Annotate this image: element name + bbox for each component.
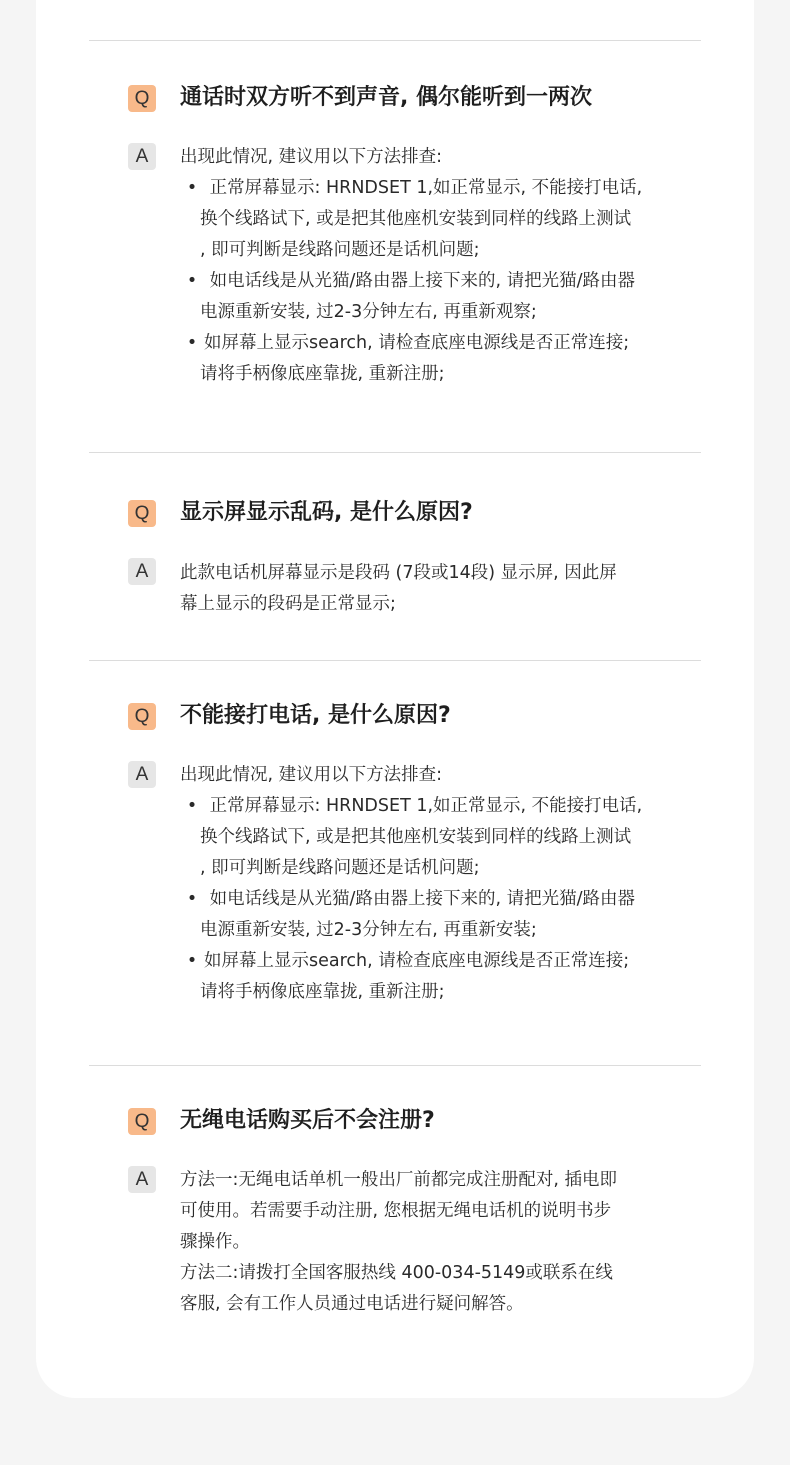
divider <box>89 40 701 41</box>
answer-line: 方法一:无绳电话单机一般出厂前都完成注册配对, 插电即 <box>180 1170 618 1190</box>
answer-line: , 即可判断是线路问题还是话机问题; <box>200 858 480 878</box>
question-badge: Q <box>128 85 156 112</box>
answer-line: 骤操作。 <box>180 1232 250 1252</box>
answer-line: • 如电话线是从光猫/路由器上接下来的, 请把光猫/路由器 <box>180 884 700 915</box>
answer-line: 可使用。若需要手动注册, 您根据无绳电话机的说明书步 <box>180 1201 612 1221</box>
bullet: • <box>186 951 198 971</box>
answer-line: 客服, 会有工作人员通过电话进行疑问解答。 <box>180 1294 524 1314</box>
answer-line: , 即可判断是线路问题还是话机问题; <box>200 240 480 260</box>
answer-line: • 如电话线是从光猫/路由器上接下来的, 请把光猫/路由器 <box>180 266 700 297</box>
answer-line: 出现此情况, 建议用以下方法排查: <box>180 147 443 167</box>
faq-answer <box>180 1165 700 1320</box>
faq-answer <box>180 142 700 390</box>
faq-answer <box>180 760 700 1008</box>
answer-line: 方法二:请拨打全国客服热线 400-034-5149或联系在线 <box>180 1263 613 1283</box>
question-badge: Q <box>128 703 156 730</box>
faq-question: 不能接打电话, 是什么原因? <box>180 703 451 728</box>
answer-badge: A <box>128 143 156 170</box>
answer-badge: A <box>128 558 156 585</box>
divider <box>89 1065 701 1066</box>
faq-question: 无绳电话购买后不会注册? <box>180 1108 435 1133</box>
bullet: • <box>186 796 198 816</box>
answer-line: 换个线路试下, 或是把其他座机安装到同样的线路上测试 <box>200 827 632 847</box>
answer-line: • 如屏幕上显示search, 请检查底座电源线是否正常连接; <box>180 946 700 977</box>
answer-badge: A <box>128 761 156 788</box>
answer-line: 请将手柄像底座靠拢, 重新注册; <box>200 982 445 1002</box>
answer-line: 幕上显示的段码是正常显示; <box>180 594 396 614</box>
answer-line: 出现此情况, 建议用以下方法排查: <box>180 765 443 785</box>
bullet: • <box>186 178 198 198</box>
answer-line: • 正常屏幕显示: HRNDSET 1,如正常显示, 不能接打电话, <box>180 173 700 204</box>
divider <box>89 452 701 453</box>
answer-line: 请将手柄像底座靠拢, 重新注册; <box>200 364 445 384</box>
bullet: • <box>186 889 198 909</box>
answer-line: 电源重新安装, 过2-3分钟左右, 再重新安装; <box>200 920 537 940</box>
answer-line: 换个线路试下, 或是把其他座机安装到同样的线路上测试 <box>200 209 632 229</box>
answer-line: 此款电话机屏幕显示是段码 (7段或14段) 显示屏, 因此屏 <box>180 563 617 583</box>
answer-line: • 如屏幕上显示search, 请检查底座电源线是否正常连接; <box>180 328 700 359</box>
answer-line: • 正常屏幕显示: HRNDSET 1,如正常显示, 不能接打电话, <box>180 791 700 822</box>
question-badge: Q <box>128 500 156 527</box>
divider <box>89 660 701 661</box>
bullet: • <box>186 333 198 353</box>
faq-question: 通话时双方听不到声音, 偶尔能听到一两次 <box>180 85 593 110</box>
faq-question: 显示屏显示乱码, 是什么原因? <box>180 500 473 525</box>
answer-badge: A <box>128 1166 156 1193</box>
answer-line: 电源重新安装, 过2-3分钟左右, 再重新观察; <box>200 302 537 322</box>
question-badge: Q <box>128 1108 156 1135</box>
bullet: • <box>186 271 198 291</box>
faq-answer <box>180 558 700 620</box>
